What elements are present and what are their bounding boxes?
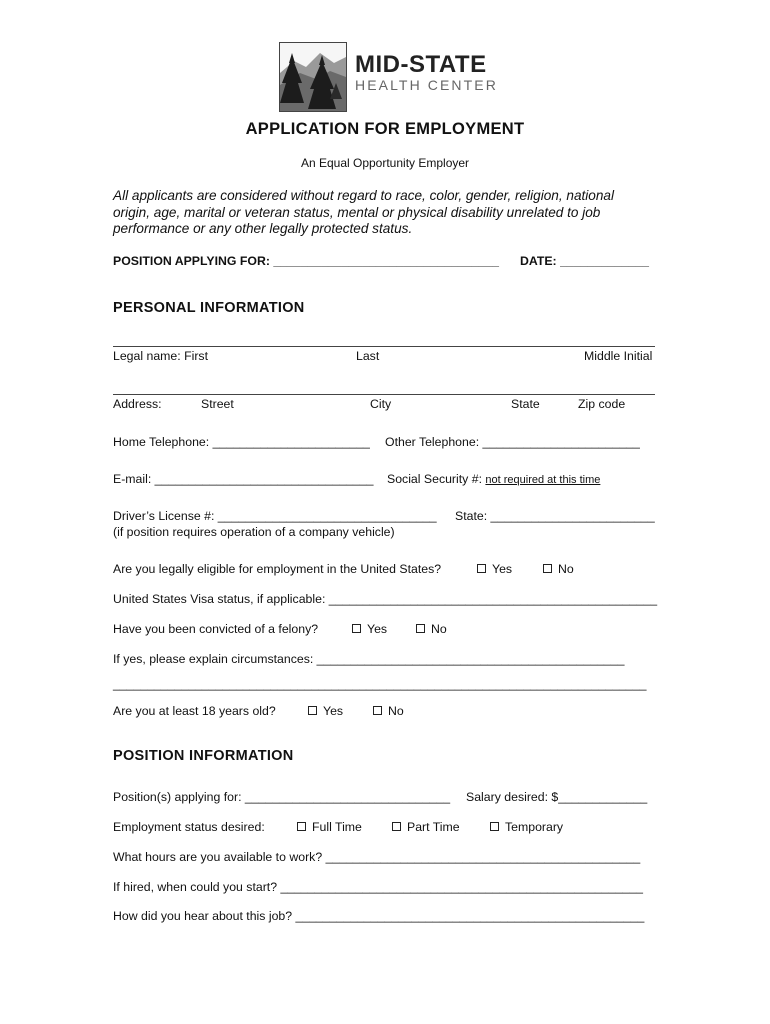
checkbox-icon[interactable]	[477, 564, 486, 573]
age-no-option[interactable]: No	[373, 704, 404, 718]
license-note: (if position requires operation of a company vehicle)	[113, 525, 395, 539]
legal-name-middle-label: Middle Initial	[584, 349, 653, 363]
address-state-label: State	[511, 397, 540, 411]
other-telephone-field[interactable]: Other Telephone: _______________________	[385, 435, 640, 449]
home-telephone-field[interactable]: Home Telephone: _______________________	[113, 435, 370, 449]
legal-name-first-label: Legal name: First	[113, 349, 209, 363]
checkbox-icon[interactable]	[373, 706, 382, 715]
checkbox-icon[interactable]	[308, 706, 317, 715]
checkbox-icon[interactable]	[490, 822, 499, 831]
position-applying-field[interactable]: POSITION APPLYING FOR: _________________________________	[113, 254, 500, 268]
legal-name-line[interactable]	[113, 346, 655, 347]
eligibility-no-option[interactable]: No	[543, 562, 574, 576]
checkbox-icon[interactable]	[297, 822, 306, 831]
license-state-field[interactable]: State: ________________________	[455, 509, 655, 523]
address-zip-label: Zip code	[578, 397, 626, 411]
position-info-heading: POSITION INFORMATION	[113, 748, 294, 764]
checkbox-icon[interactable]	[352, 624, 361, 633]
address-street-label: Street	[201, 397, 234, 411]
start-date-field[interactable]: If hired, when could you start? _____________________________________________________	[113, 880, 643, 894]
logo-name: MID-STATE	[355, 51, 487, 78]
felony-yes-option[interactable]: Yes	[352, 622, 387, 636]
document-title: APPLICATION FOR EMPLOYMENT	[245, 120, 525, 138]
address-label: Address:	[113, 397, 162, 411]
felony-explain-line-2[interactable]: ______________________________________________________________________________	[113, 677, 647, 691]
visa-status-field[interactable]: United States Visa status, if applicable: ________________________________________________	[113, 592, 658, 606]
personal-info-heading: PERSONAL INFORMATION	[113, 300, 305, 316]
temporary-option[interactable]: Temporary	[490, 820, 563, 834]
ssn-field[interactable]	[387, 472, 600, 486]
document-subtitle: An Equal Opportunity Employer	[300, 156, 470, 170]
eeo-notice: All applicants are considered without regard to race, color, gender, religion, national origin, age, marital or veteran status, mental or physical disability unrelated to job performance or any other legally protected status.	[113, 188, 615, 236]
positions-applying-field[interactable]: Position(s) applying for: ______________________________	[113, 790, 451, 804]
ssn-label: Social Security #:	[387, 472, 486, 486]
date-field[interactable]: DATE: _____________	[520, 254, 649, 268]
checkbox-icon[interactable]	[543, 564, 552, 573]
checkbox-icon[interactable]	[392, 822, 401, 831]
age-question: Are you at least 18 years old?	[113, 704, 276, 718]
full-time-option[interactable]: Full Time	[297, 820, 362, 834]
checkbox-icon[interactable]	[416, 624, 425, 633]
email-field[interactable]: E-mail: ________________________________	[113, 472, 374, 486]
salary-desired-field[interactable]: Salary desired: $_____________	[466, 790, 648, 804]
logo-image	[279, 42, 347, 112]
drivers-license-field[interactable]: Driver’s License #: ________________________________	[113, 509, 437, 523]
logo-tagline: HEALTH CENTER	[355, 77, 498, 93]
felony-no-option[interactable]: No	[416, 622, 447, 636]
job-source-field[interactable]: How did you hear about this job? ___________________________________________________	[113, 909, 645, 923]
employment-status-label: Employment status desired:	[113, 820, 265, 834]
address-line[interactable]	[113, 394, 655, 395]
eligibility-question: Are you legally eligible for employment in the United States?	[113, 562, 442, 576]
part-time-option[interactable]: Part Time	[392, 820, 460, 834]
available-hours-field[interactable]: What hours are you available to work? ______________________________________________	[113, 850, 641, 864]
felony-question: Have you been convicted of a felony?	[113, 622, 319, 636]
address-city-label: City	[370, 397, 392, 411]
age-yes-option[interactable]: Yes	[308, 704, 343, 718]
felony-explain-field[interactable]: If yes, please explain circumstances: _____________________________________________	[113, 652, 625, 666]
legal-name-last-label: Last	[356, 349, 380, 363]
eligibility-yes-option[interactable]: Yes	[477, 562, 512, 576]
logo-wordmark	[355, 52, 498, 93]
ssn-note: not required at this time	[485, 474, 601, 486]
